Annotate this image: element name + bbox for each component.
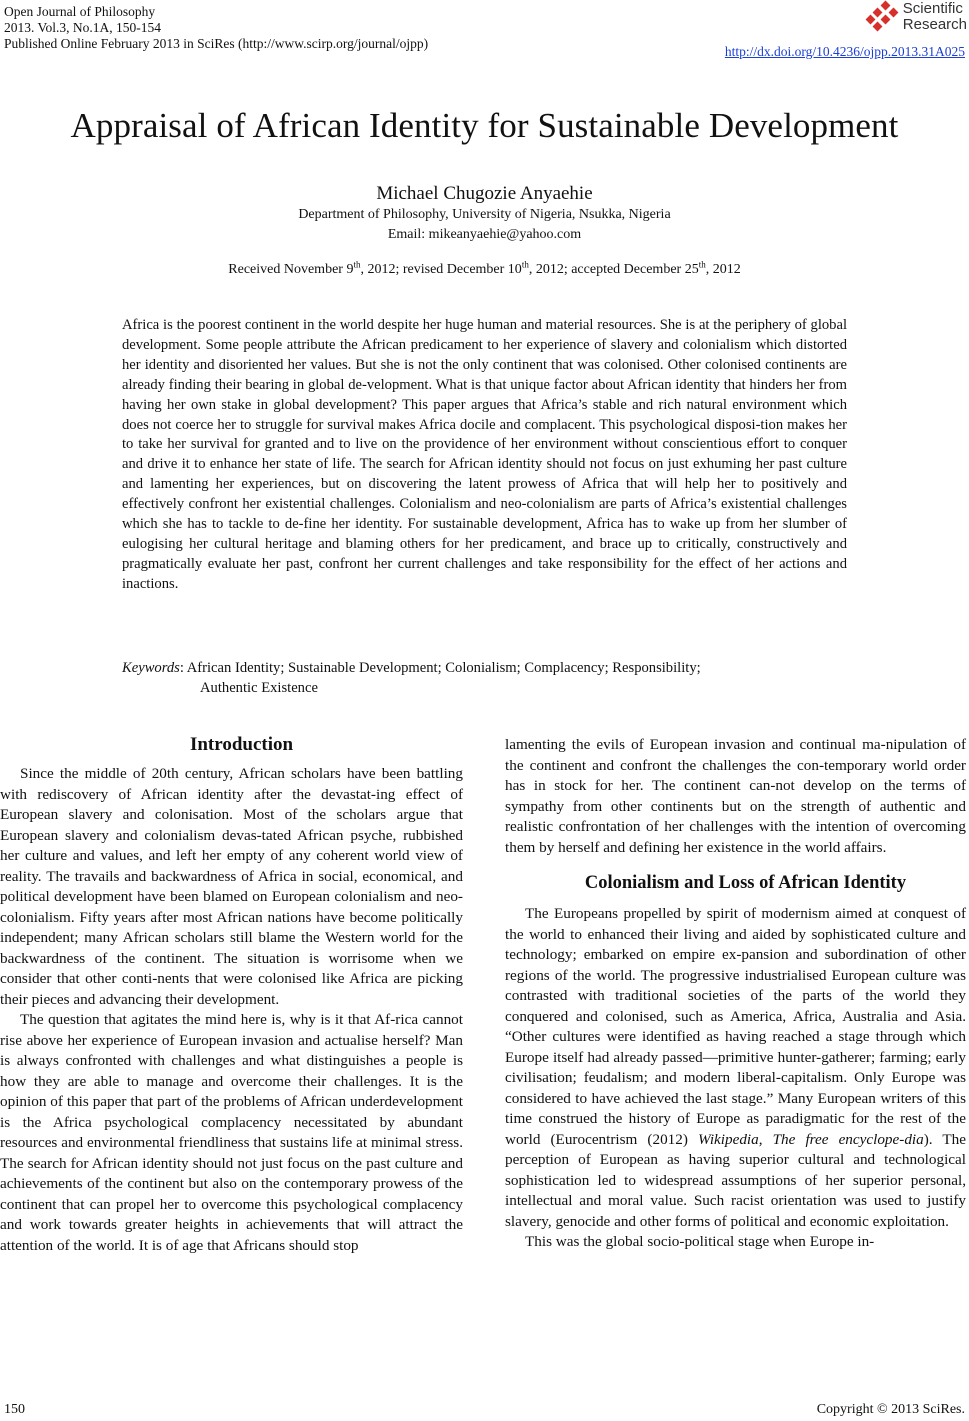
keywords-label: Keywords bbox=[122, 660, 180, 676]
copyright: Copyright © 2013 SciRes. bbox=[816, 1402, 965, 1417]
page-number: 150 bbox=[4, 1402, 25, 1417]
paper-title: Appraisal of African Identity for Sustainable Development bbox=[70, 106, 899, 145]
keywords-list: : African Identity; Sustainable Development; Colonialism; Complacency; Responsibility; bbox=[179, 660, 701, 676]
body-paragraph: The question that agitates the mind here is, why is it that Af-rica cannot rise above her experience of European invasion and actualise herself? Man is always confronted with challenges and what distinguishes a people is how they are able to manage and overcome their challenges. It is the opinion of this paper that part of the problems of African underdevelopment is the Africa psychological complacency necessitated by abundant resources and environmental friendliness that sustains life at minimal stress. The search for African identity should not just focus on the past culture and achievements of the continent but also on the contemporary prowess of the continent that can propel her to overcome this psychological complacency and work towards greater heights in achievements that will attract the attention of the world. It is of age that Africans should stop bbox=[0, 1011, 463, 1254]
journal-header bbox=[4, 4, 428, 52]
published-line: Published Online February 2013 in SciRes (http://www.scirp.org/journal/ojpp) bbox=[4, 36, 429, 51]
logo-text: Scientific Research bbox=[902, 0, 967, 33]
left-column bbox=[0, 733, 463, 1256]
author-affiliation: Department of Philosophy, University of Nigeria, Nsukka, Nigeria bbox=[298, 207, 671, 222]
keywords bbox=[122, 658, 847, 698]
author-name: Michael Chugozie Anyaehie bbox=[376, 183, 593, 204]
body-paragraph: This was the global socio-political stage when Europe in- bbox=[525, 1233, 875, 1250]
keywords-list-continued: Authentic Existence bbox=[200, 680, 318, 696]
journal-name: Open Journal of Philosophy bbox=[4, 4, 156, 19]
section-heading-colonialism: Colonialism and Loss of African Identity bbox=[584, 873, 907, 893]
body-paragraph: Since the middle of 20th century, African scholars have been battling with rediscovery of African identity after the devastat-ing effect of European slavery and colonisation. Most of the scholars argue that European slavery and colonialism devas-tated African psyche, rubbished her culture and values, and left her empty of any coherent world view of reality. The travails and backwardness of Africa in social, economical, and political development have been blamed on European colonialism and neo-colonialism. Fifty years after most African nations have become politically independent; many African scholars still blame the Western world for the backwardness of the continent. The situation is worrisome when we consider that other conti-nents that were colonised like Africa are picking their pieces and advancing their development. bbox=[0, 765, 463, 1008]
body-paragraph: The Europeans propelled by spirit of modernism aimed at conquest of the world to enhanced their living and aided by sophisticated culture and technology; embarked on empire ex-pansion and subordination of other regions of the world. The progressive industrialised European culture was contrasted with traditional societies of the parts of the world they conquered and colonised, such as America, Africa, Australia and Asia. “Other cultures were identified as having reached a stage through which Europe itself had already passed—primitive hunter-gatherer; farming; early civilisation; feudalism; and modern liberal-capitalism. Only Europe was considered to have achieved the last stage.” Many European writers of this time construed the history of Europe as paradigmatic for the rest of the world (Eurocentrism (2012) Wikipedia, The free encyclope-dia). The perception of European as having superior cultural and technological sophistication led to widespread assumptions of her superior personal, intellectual and moral value. Such racist orientation was used to justify slavery, genocide and other forms of political and economic exploitation. bbox=[505, 905, 966, 1230]
doi-link[interactable]: http://dx.doi.org/10.4236/ojpp.2013.31A025 bbox=[724, 44, 965, 59]
logo-mark-icon bbox=[866, 1, 900, 33]
author-email: Email: mikeanyaehie@yahoo.com bbox=[387, 227, 582, 242]
volume-line: 2013. Vol.3, No.1A, 150-154 bbox=[4, 20, 162, 35]
received-dates: Received November 9th, 2012; revised December 10th, 2012; accepted December 25th, 2012 bbox=[228, 259, 741, 277]
body-paragraph: lamenting the evils of European invasion and continual ma-nipulation of the continent and confront the challenges the con-temporary world order has in stock for her. The continent can-not develop on the terms of sympathy from other continents but on the strength of authentic and realistic confrontation of her challenges with the intention of overcoming them by herself and defining her existence in the world affairs. bbox=[505, 736, 966, 856]
publisher-logo bbox=[866, 1, 967, 33]
section-heading-introduction: Introduction bbox=[189, 734, 294, 755]
right-column bbox=[505, 735, 966, 1253]
abstract: Africa is the poorest continent in the world despite her huge human and material resources. She is at the periphery of global development. Some people attribute the African predicament to her experience of slavery and colonialism which distorted her identity and disoriented her values. But she is not the only continent that was colonised. Other colonised continents are already finding their bearing in global de-velopment. What is that unique factor about African identity that hinders her from having her own stake in global development? This paper argues that Africa’s stable and rich natural environment which does not coerce her to struggle for survival makes Africa docile and complacent. This psychological disposi-tion makes her to take her survival for granted and to live on the providence of her environment without conscientious effort to conquer and drive it to enhance her state of life. The search for African identity should not focus on just exhuming her past culture and lamenting her experiences, but on discovering the latent prowess of Africa that will help her to positively and effectively confront her existential challenges. Colonialism and neo-colonialism are parts of Africa’s existential challenges which she has to tackle to de-fine her identity. For sustainable development, Africa has to wake up from her slumber of eulogising her cultural heritage and blaming others for her predicament, and brace up to critically, constructively and pragmatically evaluate her past, confront her current challenges and take responsibility for the effect of her actions and inactions. bbox=[122, 317, 847, 592]
